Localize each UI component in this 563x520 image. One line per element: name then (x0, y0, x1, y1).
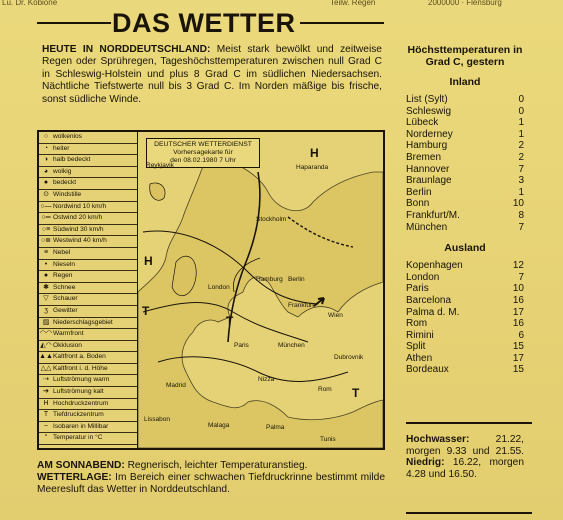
legend-label: Windstille (53, 190, 82, 198)
map-label: Lissabon (144, 416, 171, 423)
low-water-label: Niedrig: (406, 457, 445, 469)
abroad-list (406, 260, 524, 376)
temperature-value: 1 (518, 186, 524, 198)
map-label: Rom (318, 386, 332, 393)
temperature-row (406, 140, 524, 152)
legend-label: Schauer (53, 295, 78, 303)
legend-symbol-icon: ○≣ (40, 237, 52, 245)
legend-label: Isobaren in Millibar (53, 422, 109, 430)
city-name: London (406, 271, 440, 283)
legend-label: Nieseln (53, 260, 75, 268)
weather-situation-label: WETTERLAGE: (37, 471, 112, 483)
legend-row (39, 167, 137, 179)
legend-row (39, 294, 137, 306)
legend-symbol-icon: ▽ (43, 295, 49, 303)
city-name: Norderney (406, 128, 453, 140)
saturday-label: AM SONNABEND: (37, 460, 125, 471)
map-date: den 08.02.1980 7 Uhr (170, 157, 236, 164)
legend-row (39, 225, 137, 237)
legend-label: Regen (53, 272, 73, 280)
legend-row (39, 352, 137, 364)
legend-row (39, 132, 137, 144)
map-label: Tunis (320, 436, 336, 443)
temperature-value: 2 (518, 140, 524, 152)
city-name: Rimini (406, 329, 434, 341)
map-label: Palma (266, 424, 285, 431)
tide-info (406, 434, 524, 481)
city-name: Rom (406, 318, 428, 330)
weather-map-box (37, 130, 385, 450)
temperature-value: 17 (512, 306, 524, 318)
high-water-label: Hochwasser: (406, 434, 470, 445)
legend-label: Kaltfront i. d. Höhe (53, 364, 108, 372)
map-legend (39, 132, 138, 448)
legend-symbol-icon: ʒ (44, 306, 48, 314)
lead-text: Meist stark bewölkt und zeitweise Regen oder Sprühregen, Tageshöchsttemperaturen zwischen null Grad C in Schleswig-Holstein und plus 8 Grad C im südlichen Niedersachsen. Nächtliche Tiefstwerte null bis 3 Grad C. Im Norden mäßige bis frische, sonst südliche Winde. (42, 44, 382, 105)
map-label: London (208, 284, 230, 291)
legend-label: Luftströmung kalt (53, 388, 104, 396)
inland-heading: Inland (449, 76, 481, 88)
city-name: Bordeaux (406, 364, 449, 376)
city-name: Split (406, 341, 426, 353)
legend-symbol-icon: ✱ (43, 283, 49, 291)
temperature-value: 7 (518, 271, 524, 283)
map-subtitle: Vorhersagekarte für (173, 149, 233, 156)
legend-row (39, 144, 137, 156)
temperature-row (406, 187, 524, 199)
map-label: Malaga (208, 422, 230, 429)
legend-row (39, 271, 137, 283)
map-label: Dubrovnik (334, 354, 364, 361)
legend-row (39, 178, 137, 190)
temperature-row (406, 260, 524, 272)
temperature-row (406, 175, 524, 187)
legend-row (39, 260, 137, 272)
temperature-row (406, 283, 524, 295)
city-name: Barcelona (406, 294, 452, 306)
temperature-row (406, 152, 524, 164)
legend-label: Gewitter (53, 306, 78, 314)
legend-label: Nebel (53, 248, 71, 256)
legend-row (39, 155, 137, 167)
temperature-row (406, 129, 524, 141)
legend-label: wolkenlos (53, 133, 82, 140)
lead-heading: HEUTE IN NORDDEUTSCHLAND: (42, 44, 211, 55)
temperature-table (406, 44, 524, 376)
temperature-row (406, 272, 524, 284)
legend-symbol-icon: ● (43, 272, 49, 280)
legend-symbol-icon: ◑ (43, 156, 49, 164)
city-name: Berlin (406, 186, 432, 198)
temperature-row (406, 307, 524, 319)
temperature-value: 12 (512, 260, 524, 272)
legend-label: Warmfront (53, 330, 84, 338)
legend-symbol-icon: ◭◠ (40, 341, 52, 349)
temperature-value: 10 (512, 198, 524, 210)
map-label: T (226, 314, 234, 328)
map-label: Hamburg (256, 276, 283, 283)
legend-label: Kaltfront a. Boden (53, 353, 106, 361)
legend-symbol-icon: ◕ (43, 167, 49, 175)
temperature-row (406, 117, 524, 129)
legend-label: Tiefdruckzentrum (53, 411, 104, 419)
top-strip-left-text: Lu. Dr. Kobione (2, 0, 58, 7)
legend-label: Niederschlagsgebiet (53, 318, 113, 326)
legend-symbol-icon: ● (43, 179, 49, 187)
map-drawing (138, 132, 383, 448)
legend-symbol-icon: ➔ (43, 388, 49, 396)
temperature-row (406, 198, 524, 210)
legend-row (39, 202, 137, 214)
legend-symbol-icon: ◠◠ (39, 330, 53, 338)
legend-symbol-icon: ⊙ (43, 190, 49, 198)
temperature-value: 16 (512, 294, 524, 306)
city-name: Hamburg (406, 140, 448, 152)
city-name: Schleswig (406, 105, 452, 117)
temperature-row (406, 222, 524, 234)
temperature-value: 7 (518, 163, 524, 175)
legend-label: Ostwind 20 km/h (53, 214, 103, 222)
legend-symbol-icon: ⇢ (43, 376, 49, 384)
legend-symbol-icon: T (43, 411, 49, 419)
legend-label: Westwind 40 km/h (53, 237, 107, 245)
map-label: Stockholm (256, 216, 287, 223)
low-water-text: 16.22, morgen 4.28 und 16.50. (406, 457, 524, 481)
legend-symbol-icon: ° (44, 434, 48, 442)
temperature-row (406, 318, 524, 330)
legend-symbol-icon: ~ (43, 422, 49, 430)
temperature-row (406, 295, 524, 307)
city-name: Frankfurt/M. (406, 209, 460, 221)
map-label: Wien (328, 312, 343, 319)
top-strip-mid-text: Teilw. Regen (330, 0, 376, 7)
legend-label: Schnee (53, 283, 76, 291)
title-rule-right (300, 22, 384, 24)
temperature-value: 0 (518, 94, 524, 105)
legend-symbol-icon: △△ (40, 364, 52, 372)
weather-map (138, 132, 383, 448)
legend-symbol-icon: ◔ (43, 144, 49, 152)
temperature-value: 15 (512, 341, 524, 353)
temperature-value: 3 (518, 175, 524, 187)
legend-row (39, 433, 137, 445)
temperature-value: 7 (518, 221, 524, 233)
temperature-value: 6 (518, 329, 524, 341)
high-water-text: 21.22, morgen 9.33 und 21.55. (406, 434, 524, 457)
map-label: Reykjavik (146, 162, 174, 169)
temperature-table-title: Höchsttemperaturen in Grad C, gestern (407, 44, 523, 68)
city-name: Athen (406, 352, 433, 364)
legend-label: Okklusion (53, 341, 82, 349)
temperature-value: 16 (512, 318, 524, 330)
legend-row (39, 248, 137, 260)
legend-label: halb bedeckt (53, 156, 91, 164)
legend-row (39, 283, 137, 295)
legend-label: heiter (53, 144, 70, 152)
temperature-row (406, 330, 524, 342)
map-label: H (310, 146, 319, 160)
legend-symbol-icon: H (43, 399, 49, 407)
temperature-value: 1 (518, 117, 524, 129)
temperature-value: 17 (512, 352, 524, 364)
title-rule-left (37, 22, 111, 24)
legend-label: Südwind 30 km/h (53, 225, 104, 233)
temperature-row (406, 164, 524, 176)
map-label: H (144, 254, 153, 268)
temperature-row (406, 94, 524, 106)
temperature-row (406, 341, 524, 353)
legend-row (39, 329, 137, 341)
legend-label: Temperatur in °C (53, 434, 103, 442)
legend-label: Luftströmung warm (53, 376, 110, 384)
city-name: München (406, 221, 448, 233)
legend-symbol-icon: ○ (43, 133, 49, 140)
temperature-value: 1 (518, 128, 524, 140)
legend-row (39, 236, 137, 248)
inland-list (406, 94, 524, 233)
city-name: Kopenhagen (406, 260, 463, 272)
legend-row (39, 387, 137, 399)
weather-situation-text: Im Bereich einer schwachen Tiefdruckrinne bestimmt milde Meeresluft das Wetter in Norddeutschland. (37, 471, 385, 495)
legend-row (39, 410, 137, 422)
temperature-value: 2 (518, 151, 524, 163)
city-name: Bonn (406, 198, 430, 210)
legend-row (39, 190, 137, 202)
temperature-value: 0 (518, 105, 524, 117)
legend-row (39, 213, 137, 225)
city-name: Bremen (406, 151, 442, 163)
legend-label: bedeckt (53, 179, 77, 187)
saturday-text: Regnerisch, leichter Temperaturanstieg. (127, 460, 308, 471)
temperature-value: 10 (512, 283, 524, 295)
abroad-heading: Ausland (444, 242, 486, 255)
legend-label: wolkig (53, 167, 72, 175)
city-name: Palma d. M. (406, 306, 460, 318)
legend-row (39, 399, 137, 411)
temperature-row (406, 106, 524, 118)
map-label: Frankfurt (288, 302, 315, 309)
map-label: Nizza (258, 376, 275, 383)
legend-row (39, 364, 137, 376)
outlook-section (37, 460, 385, 495)
city-name: Braunlage (406, 175, 452, 187)
map-label: München (278, 342, 305, 349)
legend-symbol-icon: ○═ (41, 214, 51, 222)
legend-row (39, 306, 137, 318)
island-iceland (150, 183, 165, 200)
city-name: Lübeck (406, 117, 439, 129)
map-label: T (352, 386, 360, 400)
divider-bottom-right (406, 512, 532, 514)
legend-row (39, 341, 137, 353)
map-source: DEUTSCHER WETTERDIENST (154, 141, 252, 148)
legend-symbol-icon: ≡ (43, 248, 49, 256)
legend-symbol-icon: ▨ (42, 318, 50, 326)
city-name: List (Sylt) (406, 94, 448, 105)
map-label: Haparanda (296, 164, 329, 171)
legend-symbol-icon: ○— (40, 202, 52, 210)
temperature-value: 15 (512, 364, 524, 376)
temperature-row (406, 364, 524, 376)
legend-row (39, 318, 137, 330)
legend-label: Nordwind 10 km/h (53, 202, 107, 210)
temperature-value: 8 (518, 209, 524, 221)
map-label: Madrid (166, 382, 186, 389)
legend-symbol-icon: ○≡ (41, 225, 51, 233)
legend-row (39, 422, 137, 434)
divider-tide (406, 422, 532, 424)
legend-label: Hochdruckzentrum (53, 399, 109, 407)
temperature-row (406, 353, 524, 365)
map-label: Paris (234, 342, 249, 349)
legend-row (39, 375, 137, 387)
forecast-lead (42, 44, 382, 106)
top-strip-right-text: 2000000 · Flensburg (428, 0, 502, 7)
city-name: Paris (406, 283, 429, 295)
temperature-row (406, 210, 524, 222)
map-label: Berlin (288, 276, 305, 283)
page-title: DAS WETTER (112, 8, 296, 38)
map-label: T (142, 304, 150, 318)
legend-symbol-icon: • (44, 260, 48, 268)
legend-symbol-icon: ▲▲ (39, 353, 53, 361)
city-name: Hannover (406, 163, 450, 175)
